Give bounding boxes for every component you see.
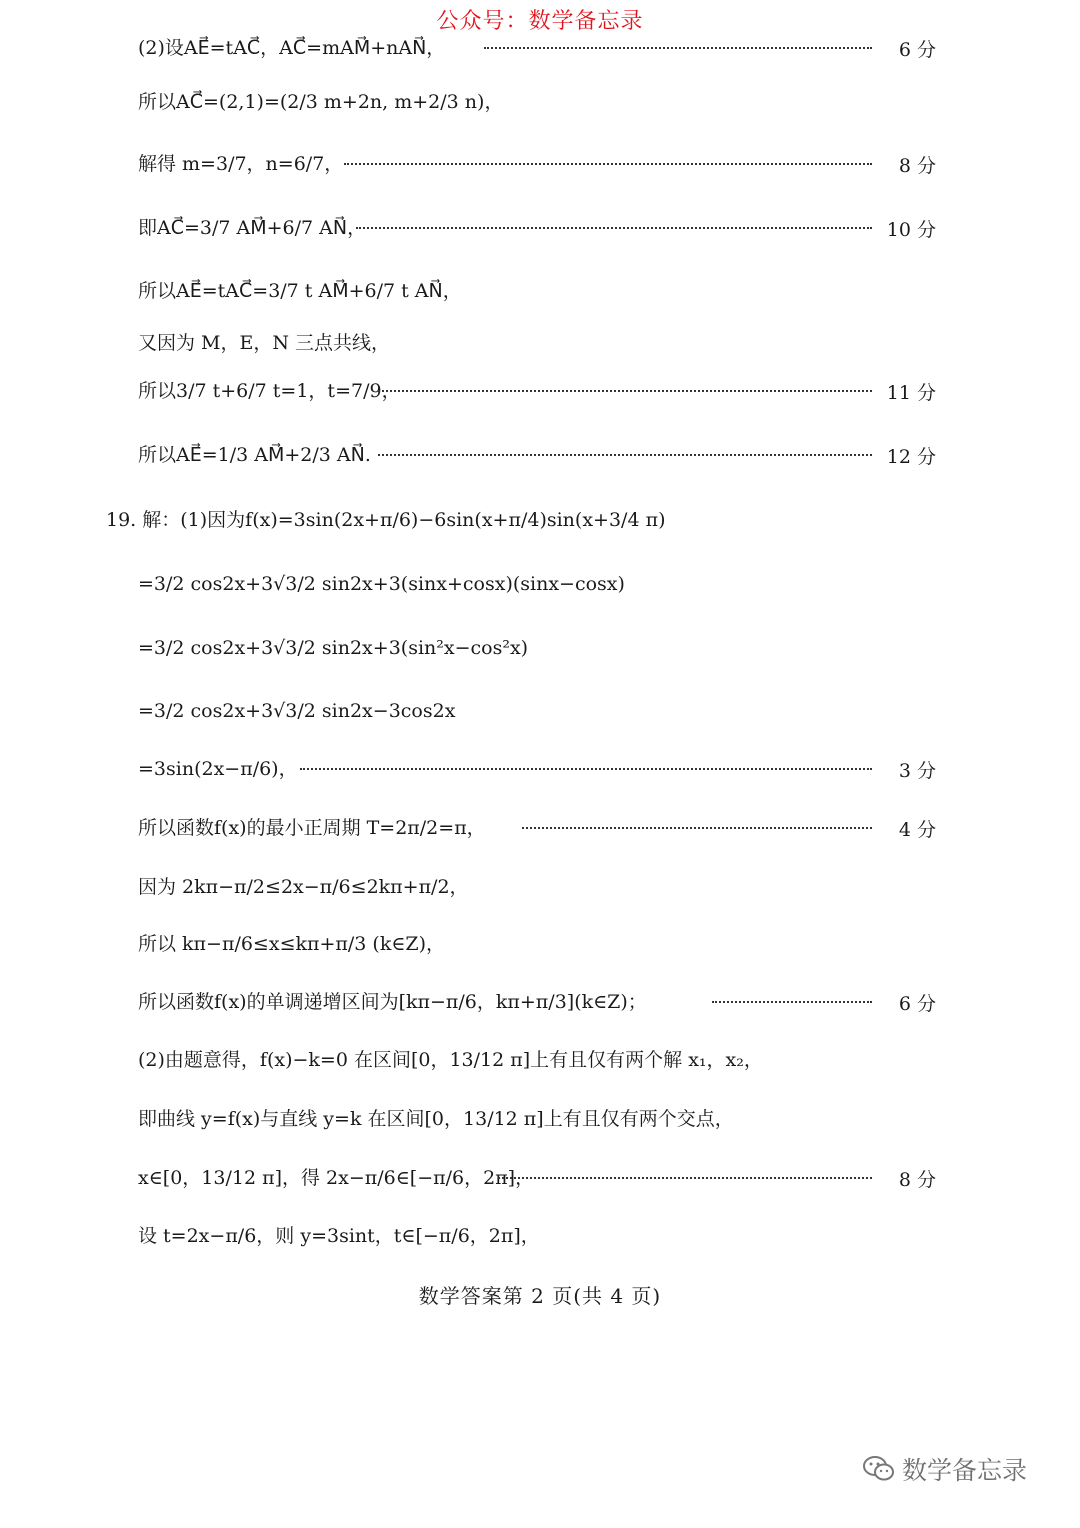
- line-text: 因为 2kπ−π/2≤2x−π/6≤2kπ+π/2，: [138, 875, 469, 898]
- score-mark: 4 分: [898, 818, 936, 841]
- line-text: 所以AC⃗=(2,1)=(2/3 m+2n, m+2/3 n)，: [138, 90, 504, 113]
- line-text: 所以3/7 t+6/7 t=1，t=7/9，: [138, 379, 401, 402]
- solution-line: [0, 427, 1080, 483]
- line-text: =3/2 cos2x+3√3/2 sin2x+3(sin²x−cos²x): [138, 636, 529, 659]
- watermark-text: 数学备忘录: [902, 1456, 1028, 1485]
- solution-line: [0, 1091, 1080, 1147]
- solution-line: [0, 492, 1080, 548]
- solution-line: [0, 363, 1080, 419]
- dot-leader: [498, 1150, 872, 1206]
- dot-leader: [378, 363, 872, 419]
- score-mark: 11 分: [886, 381, 936, 404]
- wechat-watermark: [862, 1451, 1027, 1487]
- line-text: =3sin(2x−π/6)，: [138, 757, 298, 780]
- page-footer: 数学答案第 2 页(共 4 页): [418, 1284, 662, 1308]
- line-text: =3/2 cos2x+3√3/2 sin2x+3(sinx+cosx)(sinx−cosx): [138, 572, 625, 595]
- solution-line: [0, 20, 1080, 76]
- solution-line: [0, 683, 1080, 739]
- solution-line: [0, 800, 1080, 856]
- line-text: 所以AE⃗=tAC⃗=3/7 t AM⃗+6/7 t AN⃗，: [138, 279, 462, 302]
- solution-line: [0, 974, 1080, 1030]
- dot-leader: [522, 800, 872, 856]
- dot-leader: [300, 741, 872, 797]
- solution-line: [0, 859, 1080, 915]
- solution-line: [0, 556, 1080, 612]
- dot-leader: [356, 200, 872, 256]
- line-text: 又因为 M，E，N 三点共线，: [138, 331, 391, 354]
- score-mark: 12 分: [886, 445, 936, 468]
- solution-line: [0, 263, 1080, 319]
- dot-leader: [378, 427, 872, 483]
- line-text: (2)由题意得，f(x)−k=0 在区间[0，13/12 π]上有且仅有两个解 x₁，x₂，: [138, 1048, 763, 1071]
- score-mark: 8 分: [898, 1168, 936, 1191]
- solution-line: [0, 1208, 1080, 1264]
- solution-line: [0, 1032, 1080, 1088]
- line-text: 19. 解：(1)因为f(x)=3sin(2x+π/6)−6sin(x+π/4)sin(x+3/4 π): [106, 508, 666, 531]
- dot-leader: [344, 136, 872, 192]
- line-text: 所以AE⃗=1/3 AM⃗+2/3 AN⃗.: [138, 443, 371, 466]
- line-text: 所以函数f(x)的最小正周期 T=2π/2=π，: [138, 816, 486, 839]
- solution-line: [0, 620, 1080, 676]
- score-mark: 3 分: [898, 759, 936, 782]
- line-text: 设 t=2x−π/6，则 y=3sint，t∈[−π/6，2π]，: [138, 1224, 540, 1247]
- score-mark: 6 分: [898, 38, 936, 61]
- line-text: 所以函数f(x)的单调递增区间为[kπ−π/6，kπ+π/3](k∈Z)；: [138, 990, 647, 1013]
- solution-line: [0, 1150, 1080, 1206]
- solution-line: [0, 916, 1080, 972]
- line-text: 即曲线 y=f(x)与直线 y=k 在区间[0，13/12 π]上有且仅有两个交点，: [138, 1107, 734, 1130]
- wechat-icon: [862, 1454, 896, 1484]
- line-text: =3/2 cos2x+3√3/2 sin2x−3cos2x: [138, 699, 456, 722]
- score-mark: 10 分: [886, 218, 936, 241]
- solution-line: [0, 741, 1080, 797]
- solution-line: [0, 74, 1080, 130]
- line-text: 即AC⃗=3/7 AM⃗+6/7 AN⃗，: [138, 216, 367, 239]
- score-mark: 8 分: [898, 154, 936, 177]
- line-text: x∈[0，13/12 π]，得 2x−π/6∈[−π/6，2π]，: [138, 1166, 535, 1189]
- line-text: 所以 kπ−π/6≤x≤kπ+π/3 (k∈Z)，: [138, 932, 446, 955]
- line-text: (2)设AE⃗=tAC⃗，AC⃗=mAM⃗+nAN⃗，: [138, 36, 446, 59]
- score-mark: 6 分: [898, 992, 936, 1015]
- header-watermark: 公众号：数学备忘录: [436, 9, 644, 34]
- solution-line: [0, 200, 1080, 256]
- dot-leader: [712, 974, 872, 1030]
- solution-line: [0, 136, 1080, 192]
- dot-leader: [484, 20, 872, 76]
- line-text: 解得 m=3/7，n=6/7，: [138, 152, 344, 175]
